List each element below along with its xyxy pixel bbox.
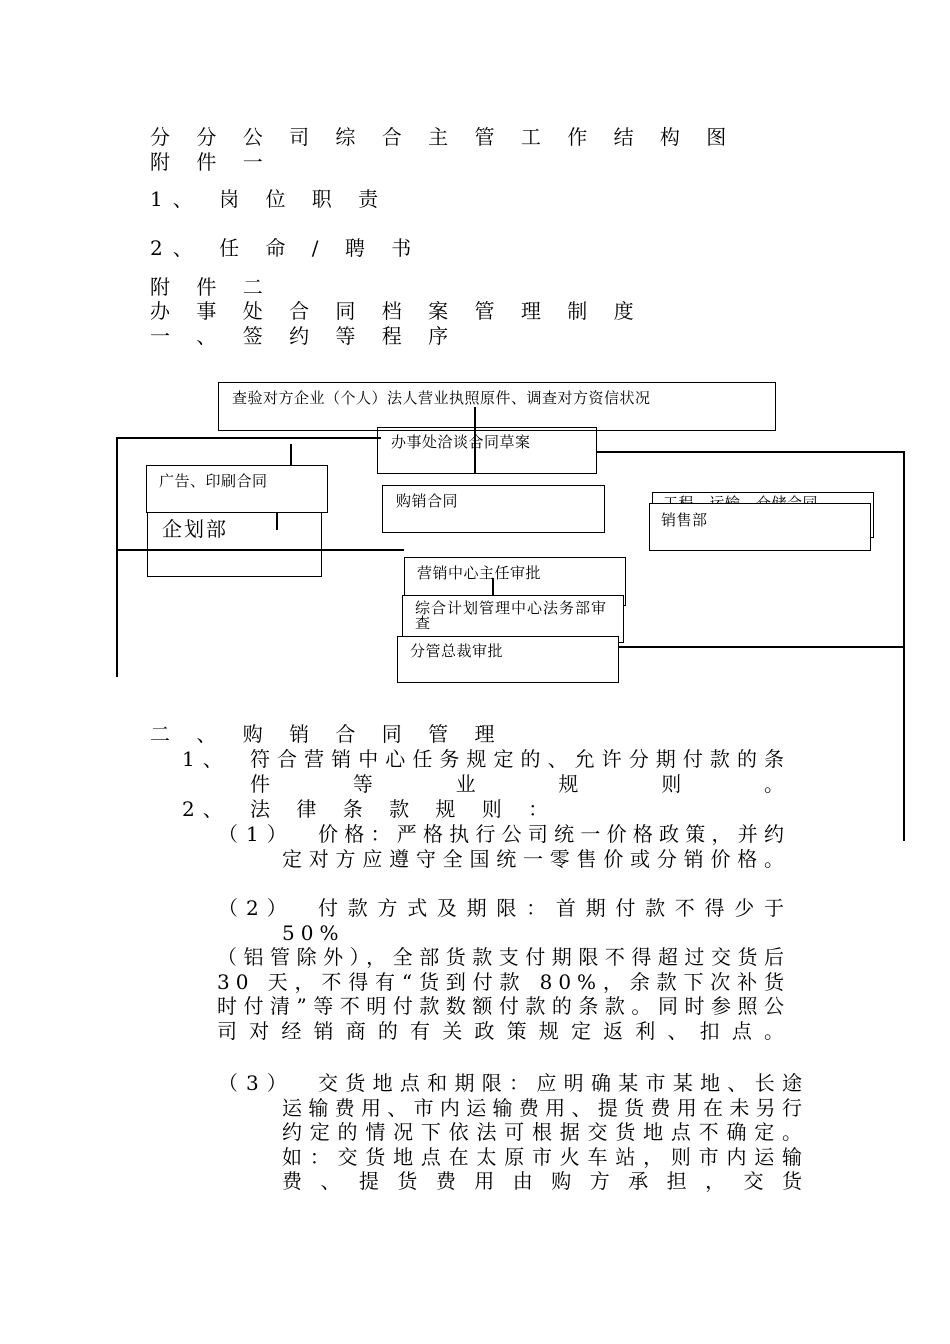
connector-line [597,451,903,453]
president-approval-label: 分管总裁审批 [410,642,504,660]
price-clause-text: 价格：严格执行公司统一价格政策，并约定对方应遵守全国统一零售价或分销价格。 [282,822,790,871]
payment-clause-number: （2） [218,896,295,920]
marketing-approval-label: 营销中心主任审批 [417,564,542,582]
payment-clause-continuation: （铝管除外），全部货款支付期限不得超过交货后 30 天，不得有“货到付款 80%，余款下次补货时付清”等不明付款数额付款的条款。同时参照公司对经销商的有关政策规定返利、扣点。 [217,945,790,1043]
sales-contract-label: 购销合同 [396,492,459,510]
ad-contract-label: 广告、印刷合同 [159,472,268,490]
connector-line [116,437,381,439]
section-2-heading: 二 、 购 销 合 同 管 理 [150,722,505,746]
verify-box [218,382,776,431]
sales-contract-box [382,485,605,533]
connector-line [618,646,904,648]
item-1-label: 1、 岗 位 职 责 [150,187,389,211]
negotiate-box [377,427,597,474]
section-1-heading: 一 、 签 约 等 程 序 [150,324,459,348]
president-approval-box [397,636,619,683]
planning-label: 企划部 [162,517,228,541]
legal-review-label: 综合计划管理中心法务部审查 [415,599,608,632]
verify-label: 查验对方企业（个人）法人营业执照原件、调查对方资信状况 [232,389,651,407]
clause-2-number: 2、 [182,797,231,821]
connector-line [116,437,118,677]
sales-dept-label: 销售部 [661,511,708,529]
ad-contract-box [146,465,328,513]
page-title: 分 分 公 司 综 合 主 管 工 作 结 构 图 [150,125,737,149]
item-2-label: 2、 任 命 / 聘 书 [150,236,422,260]
clause-1-text: 符合营销中心任务规定的、允许分期付款的条件等业规则。 [250,747,790,796]
sales-dept-box [649,503,871,551]
negotiate-label: 办事处洽谈合同草案 [391,433,531,451]
clause-2-text: 法 律 条 款 规 则 ： [250,797,559,821]
planning-box [147,508,322,577]
attachment-one-label: 附 件 一 [150,150,273,174]
document-title: 办 事 处 合 同 档 案 管 理 制 度 [150,299,644,323]
payment-clause-text: 付款方式及期限：首期付款不得少于 50% [282,896,790,945]
attachment-two-label: 附 件 二 [150,275,273,299]
price-clause-number: （1） [218,822,295,846]
delivery-clause-text: 交货地点和期限：应明确某市某地、长途运输费用、市内运输费用、提货费用在未另行约定的情况下依法可根据交货地点不确定。如：交货地点在太原市火车站，则市内运输费、提货费用由购方承担，交货 [282,1071,808,1194]
delivery-clause-number: （3） [218,1071,295,1095]
clause-1-number: 1、 [182,747,231,771]
